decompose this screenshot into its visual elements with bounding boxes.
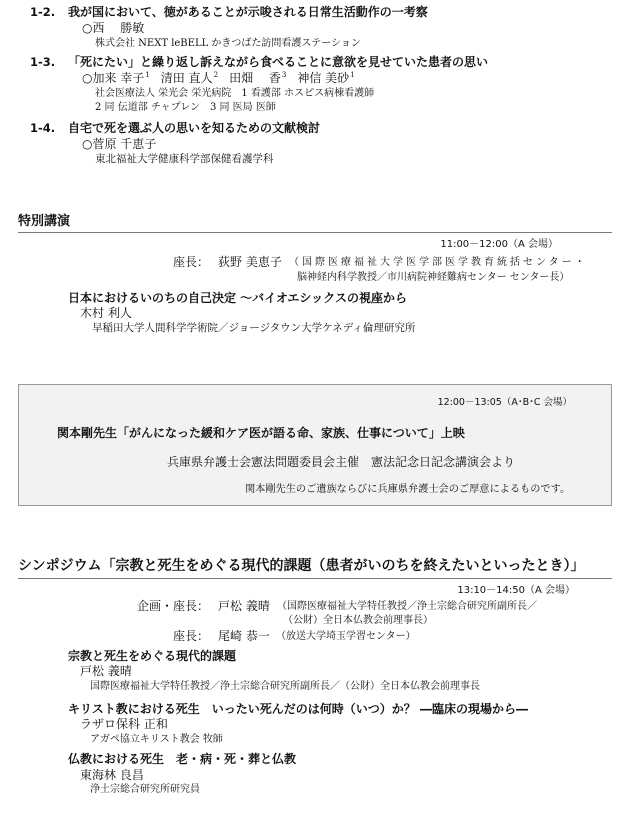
- talk-title: 仏教における死生 老・病・死・葬と仏教: [68, 752, 297, 766]
- author-name: 清田 直人: [160, 71, 213, 85]
- presenter-affiliation: 社会医療法人 栄光会 栄光病院 1 看護部 ホスピス病棟看護師: [95, 88, 375, 99]
- chair-name: 荻野 美恵子: [218, 255, 282, 269]
- presentation-number: 1-4.: [30, 121, 56, 135]
- presentation-title: 自宅で死を選ぶ人の思いを知るための文献検討: [68, 121, 321, 135]
- presenter-name: ○西 勝敏: [82, 21, 145, 35]
- screening-acknowledgement: 関本剛先生のご遺族ならびに兵庫県弁護士会のご厚意によるものです。: [245, 484, 571, 495]
- section-heading: シンポジウム「宗教と死生をめぐる現代的課題（患者がいのちを終えたいといったとき）」: [18, 558, 585, 574]
- screening-source: 兵庫県弁護士会憲法問題委員会主催 憲法記念日記念講演会より: [167, 455, 516, 469]
- presenter-name: ○菅原 千恵子: [82, 137, 157, 151]
- presenter-affiliation: 2 同 伝道部 チャプレン 3 同 医局 医師: [95, 102, 276, 113]
- presentation-title: 「死にたい」と繰り返し訴えながら食べることに意欲を見せていた患者の思い: [68, 55, 489, 69]
- speaker-affiliation: 早稲田大学人間科学学術院／ジョージタウン大学ケネディ倫理研究所: [92, 322, 416, 334]
- author-name: ○加来 幸子: [82, 71, 145, 85]
- chair-label: 座長：: [173, 629, 210, 643]
- chair-affiliation: （国際医療福祉大学医学部医学教育統括センター・: [289, 257, 588, 268]
- organizer-name: 戸松 義晴: [218, 599, 270, 613]
- author-name: 神信 美砂: [297, 71, 350, 85]
- talk-title: 宗教と死生をめぐる現代的課題: [68, 649, 237, 663]
- author-list: [82, 70, 366, 86]
- organizer-affiliation: （公財）全日本仏教会前理事長）: [283, 615, 433, 626]
- presenter-affiliation: 東北福祉大学健康科学部保健看護学科: [95, 153, 274, 165]
- section-divider: [18, 232, 612, 233]
- speaker-affiliation: 国際医療福祉大学特任教授／浄土宗総合研究所副所長／（公財）全日本仏教会前理事長: [90, 681, 480, 692]
- author-affiliation-mark: 3: [281, 71, 287, 79]
- speaker-name: ラザロ保科 正和: [80, 717, 168, 731]
- author: [161, 70, 218, 86]
- chair-affiliation: 脳神経内科学教授／市川病院神経難病センター センター長）: [297, 272, 570, 283]
- session-time: 13:10－14:50（A 会場）: [457, 585, 575, 596]
- speaker-name: 東海林 良昌: [80, 768, 144, 782]
- screening-title: 関本剛先生「がんになった緩和ケア医が語る命、家族、仕事について」上映: [57, 426, 465, 440]
- presentation-number: 1-3.: [30, 55, 56, 69]
- session-time: 12:00－13:05（A･B･C 会場）: [437, 397, 572, 408]
- author-name: 田畑 香: [229, 71, 281, 85]
- section-divider: [18, 578, 612, 579]
- talk-title: キリスト教における死生 いったい死んだのは何時（いつ）か？ ―臨床の現場から―: [68, 702, 528, 716]
- section-heading: 特別講演: [18, 214, 71, 229]
- talk-title: 日本におけるいのちの自己決定 ～バイオエシックスの視座から: [68, 291, 407, 305]
- presenter-affiliation: 株式会社 NEXT leBELL かきつばた訪問看護ステーション: [95, 38, 361, 49]
- author-affiliation-mark: 1: [145, 71, 150, 79]
- presentation-number: 1-2.: [30, 5, 56, 19]
- speaker-name: 戸松 義晴: [80, 664, 132, 678]
- presentation-title: 我が国において、徳があることが示唆される日常生活動作の一考察: [68, 5, 428, 19]
- organizer-label: 企画・座長：: [137, 599, 210, 613]
- speaker-name: 木村 利人: [80, 306, 132, 320]
- chair-affiliation: （放送大学埼玉学習センター）: [276, 631, 416, 642]
- organizer-affiliation: （国際医療福祉大学特任教授／浄土宗総合研究所副所長／: [277, 601, 537, 612]
- chair-name: 尾崎 恭一: [218, 629, 270, 643]
- author: [229, 70, 286, 86]
- author-affiliation-mark: 1: [350, 71, 355, 79]
- speaker-affiliation: アガペ協立キリスト教会 牧師: [90, 734, 223, 745]
- session-time: 11:00－12:00（A 会場）: [440, 239, 558, 250]
- speaker-affiliation: 浄土宗総合研究所研究員: [90, 784, 200, 795]
- author-affiliation-mark: 2: [213, 71, 219, 79]
- author: [82, 70, 150, 86]
- author: [297, 70, 354, 86]
- chair-label: 座長：: [173, 255, 210, 269]
